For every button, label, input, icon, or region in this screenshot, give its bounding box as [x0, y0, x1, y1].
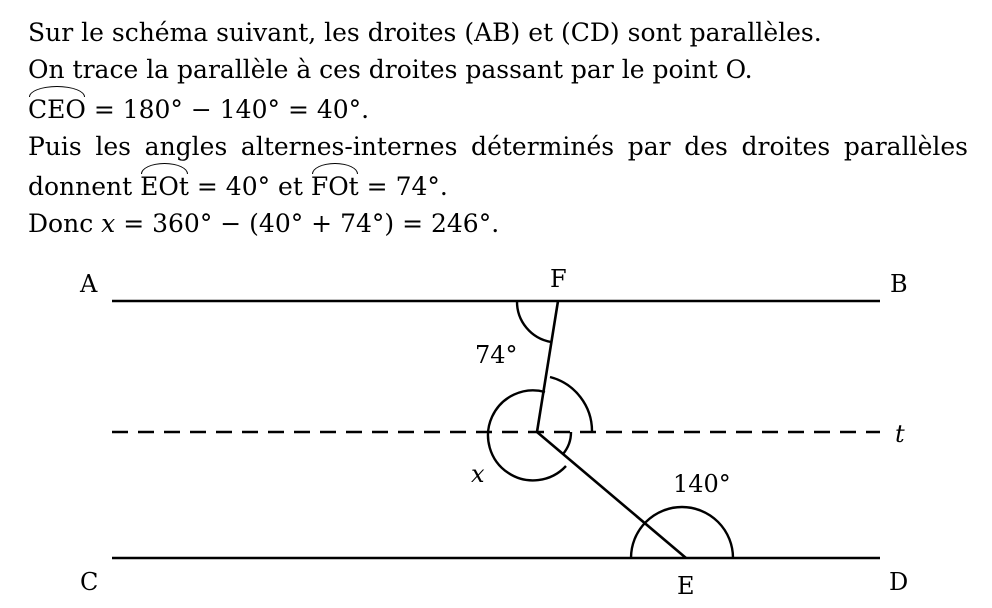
explanation-text	[28, 14, 968, 242]
text-line-5-c: = 74°.	[358, 172, 448, 201]
arc-angle-f	[517, 301, 551, 342]
text-line-5-a: donnent	[28, 172, 141, 201]
label-angle-x: x	[471, 460, 485, 488]
angle-ceo: CEO	[28, 88, 86, 128]
label-point-a: A	[80, 270, 98, 298]
arc-angle-e	[631, 507, 733, 558]
text-line-5	[28, 165, 968, 205]
arc-fot	[550, 377, 592, 432]
text-line-3	[28, 88, 968, 128]
label-point-e: E	[677, 572, 695, 600]
label-point-d: D	[889, 568, 909, 596]
text-line-6	[28, 205, 968, 242]
text-line-5-b: = 40° et	[188, 172, 311, 201]
text-line-1: Sur le schéma suivant, les droites (AB) et (CD) sont parallèles.	[28, 18, 822, 47]
segment-oe	[537, 432, 686, 558]
arc-x-reflex	[488, 390, 566, 480]
angle-fot: FOt	[311, 165, 359, 205]
label-point-f: F	[550, 265, 567, 293]
arc-eot	[563, 432, 571, 454]
text-line-4: Puis les angles alternes-internes déterminés par des droites parallèles	[28, 132, 968, 161]
variable-x: x	[101, 209, 116, 238]
segment-of	[537, 301, 558, 432]
label-point-c: C	[80, 568, 99, 596]
text-line-3-rest: = 180° − 140° = 40°.	[85, 95, 370, 124]
label-angle-74: 74°	[475, 341, 518, 369]
angle-eot: EOt	[140, 165, 189, 205]
label-angle-140: 140°	[673, 470, 731, 498]
text-line-6-b: = 360° − (40° + 74°) = 246°.	[115, 209, 500, 238]
label-point-b: B	[890, 270, 908, 298]
text-line-6-a: Donc	[28, 209, 102, 238]
geometry-diagram	[0, 255, 992, 608]
text-line-2: On trace la parallèle à ces droites passant par le point O.	[28, 55, 753, 84]
label-line-t: t	[895, 420, 905, 448]
